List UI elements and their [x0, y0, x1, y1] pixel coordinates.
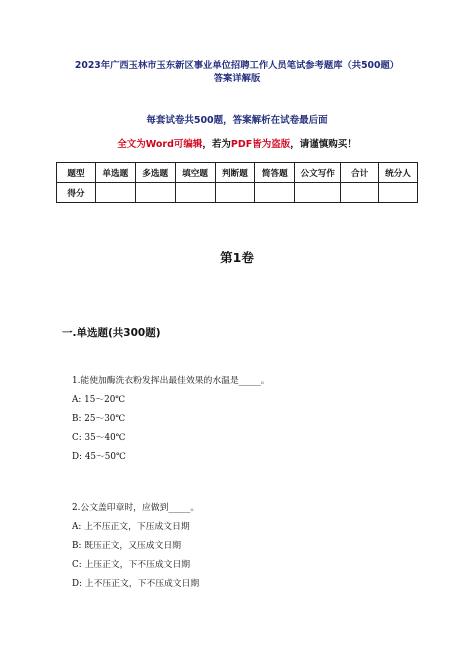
table-header-cell: 题型: [57, 163, 96, 183]
notice-word: Word: [145, 139, 174, 150]
table-header-cell: 简答题: [255, 163, 295, 183]
score-table-score-row: [57, 183, 418, 203]
section-heading: 一.单选题(共300题): [62, 327, 161, 339]
table-cell: [341, 183, 379, 203]
table-header-cell: 公文写作: [295, 163, 341, 183]
table-header-cell: 判断题: [215, 163, 255, 183]
question-option: C: 上压正文，下不压成文日期: [72, 560, 191, 570]
table-cell: [175, 183, 215, 203]
notice-text-2: 可编辑: [173, 139, 203, 150]
table-header-cell: 统分人: [379, 163, 418, 183]
table-cell: [215, 183, 255, 203]
question-option: B: 既压正文，又压成文日期: [72, 541, 181, 551]
table-row-label: 得分: [57, 183, 96, 203]
table-cell: [135, 183, 175, 203]
question-stem: 2.公文盖印章时，应做到_____。: [72, 503, 200, 513]
table-cell: [255, 183, 295, 203]
question-option: A: 15～20℃: [72, 395, 126, 405]
score-table: [56, 162, 418, 203]
notice-text-4: 皆为盗版: [252, 139, 291, 150]
table-header-cell: 单选题: [95, 163, 135, 183]
question-option: B: 25～30℃: [72, 414, 126, 424]
title-line-1: 2023年广西玉林市玉东新区事业单位招聘工作人员笔试参考题库（共500题）: [74, 60, 400, 71]
table-cell: [95, 183, 135, 203]
notice-text-5: ，请谨慎购买！: [290, 139, 357, 150]
score-table-header-row: [57, 163, 418, 183]
table-cell: [295, 183, 341, 203]
table-header-cell: 合计: [341, 163, 379, 183]
table-cell: [379, 183, 418, 203]
title-line-2: 答案详解版: [213, 73, 261, 84]
question-option: D: 上不压正文，下不压成文日期: [72, 579, 200, 589]
table-header-cell: 填空题: [175, 163, 215, 183]
question-stem: 1.能使加酶洗衣粉发挥出最佳效果的水温是_____。: [72, 376, 270, 386]
question-option: D: 45～50℃: [72, 452, 126, 462]
notice-text-1: 全文为: [117, 139, 146, 150]
notice-text-3: ，若为: [202, 139, 231, 150]
document-title: [56, 59, 418, 85]
question-count-notice: 每套试卷共500题，答案解析在试卷最后面: [146, 115, 328, 126]
volume-heading: 第1卷: [220, 250, 254, 265]
notice-pdf: PDF: [230, 139, 253, 150]
piracy-notice: [0, 136, 474, 150]
question-option: A: 上不压正文，下压成文日期: [72, 522, 190, 532]
table-header-cell: 多选题: [135, 163, 175, 183]
question-option: C: 35～40℃: [72, 433, 126, 443]
